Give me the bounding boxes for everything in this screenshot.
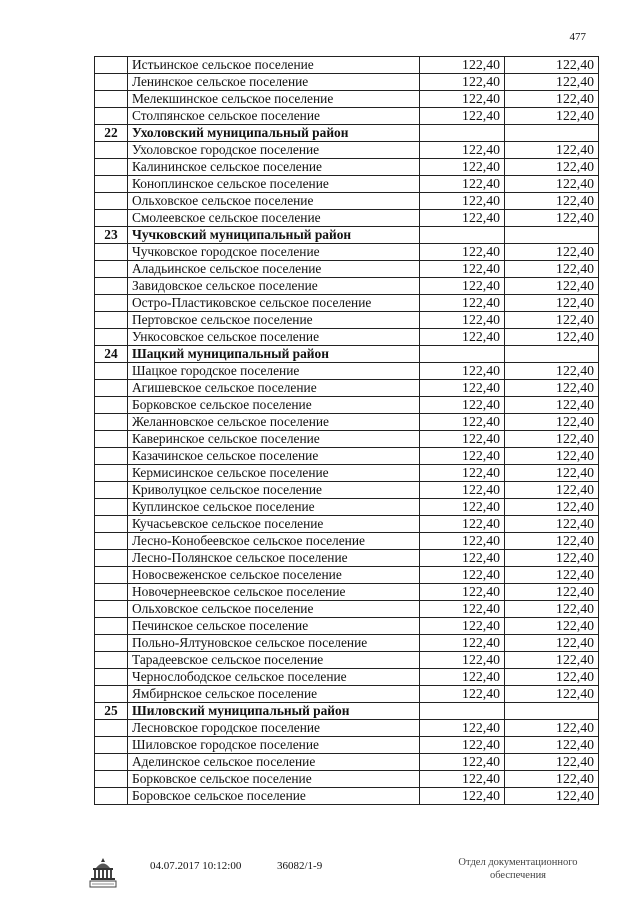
value-cell-1: 122,40 (420, 312, 505, 329)
value-cell-2 (505, 703, 599, 720)
settlement-row (95, 567, 599, 584)
settlement-name-cell: Остро-Пластиковское сельское поселение (128, 295, 420, 312)
settlement-name-cell: Ольховское сельское поселение (128, 601, 420, 618)
value-cell-2: 122,40 (505, 567, 599, 584)
value-cell-2: 122,40 (505, 57, 599, 74)
settlement-name-cell: Новочернеевское сельское поселение (128, 584, 420, 601)
value-cell-2: 122,40 (505, 210, 599, 227)
value-cell-2: 122,40 (505, 108, 599, 125)
value-cell-1: 122,40 (420, 108, 505, 125)
settlement-row (95, 465, 599, 482)
value-cell-1: 122,40 (420, 363, 505, 380)
value-cell-2: 122,40 (505, 159, 599, 176)
value-cell-1: 122,40 (420, 499, 505, 516)
row-number-cell: 23 (95, 227, 128, 244)
settlement-row (95, 244, 599, 261)
settlement-row (95, 601, 599, 618)
value-cell-1: 122,40 (420, 278, 505, 295)
value-cell-2: 122,40 (505, 193, 599, 210)
settlement-row (95, 635, 599, 652)
value-cell-2: 122,40 (505, 652, 599, 669)
row-number-cell (95, 108, 128, 125)
row-number-cell (95, 397, 128, 414)
value-cell-2: 122,40 (505, 431, 599, 448)
row-number-cell (95, 652, 128, 669)
settlement-name-cell: Лесновское городское поселение (128, 720, 420, 737)
footer-doc-number: 36082/1-9 (277, 860, 323, 872)
value-cell-1: 122,40 (420, 686, 505, 703)
settlement-row (95, 414, 599, 431)
value-cell-1: 122,40 (420, 482, 505, 499)
value-cell-1: 122,40 (420, 771, 505, 788)
row-number-cell: 25 (95, 703, 128, 720)
value-cell-1: 122,40 (420, 601, 505, 618)
settlement-row (95, 533, 599, 550)
value-cell-2: 122,40 (505, 295, 599, 312)
value-cell-2: 122,40 (505, 261, 599, 278)
value-cell-1: 122,40 (420, 193, 505, 210)
settlement-row (95, 652, 599, 669)
settlement-row (95, 788, 599, 805)
value-cell-1: 122,40 (420, 567, 505, 584)
settlements-table-body (95, 57, 599, 805)
department-stamp (448, 856, 588, 882)
settlement-name-cell: Каверинское сельское поселение (128, 431, 420, 448)
value-cell-1: 122,40 (420, 176, 505, 193)
row-number-cell (95, 295, 128, 312)
row-number-cell (95, 142, 128, 159)
settlement-row (95, 278, 599, 295)
settlement-row (95, 720, 599, 737)
row-number-cell (95, 771, 128, 788)
value-cell-2: 122,40 (505, 176, 599, 193)
row-number-cell (95, 516, 128, 533)
settlement-row (95, 261, 599, 278)
district-row (95, 703, 599, 720)
row-number-cell (95, 737, 128, 754)
row-number-cell (95, 159, 128, 176)
settlement-name-cell: Истьинское сельское поселение (128, 57, 420, 74)
settlement-row (95, 550, 599, 567)
settlement-name-cell: Шиловское городское поселение (128, 737, 420, 754)
settlement-name-cell: Кучасьевское сельское поселение (128, 516, 420, 533)
value-cell-2: 122,40 (505, 635, 599, 652)
district-name-cell: Шиловский муниципальный район (128, 703, 420, 720)
value-cell-1: 122,40 (420, 91, 505, 108)
value-cell-2: 122,40 (505, 754, 599, 771)
value-cell-1 (420, 703, 505, 720)
settlement-name-cell: Лесно-Конобеевское сельское поселение (128, 533, 420, 550)
settlement-row (95, 193, 599, 210)
row-number-cell (95, 414, 128, 431)
value-cell-1: 122,40 (420, 397, 505, 414)
settlement-name-cell: Кермисинское сельское поселение (128, 465, 420, 482)
value-cell-2: 122,40 (505, 618, 599, 635)
value-cell-2: 122,40 (505, 788, 599, 805)
settlement-row (95, 482, 599, 499)
district-row (95, 125, 599, 142)
value-cell-2: 122,40 (505, 499, 599, 516)
settlement-name-cell: Желанновское сельское поселение (128, 414, 420, 431)
settlement-row (95, 516, 599, 533)
value-cell-1: 122,40 (420, 550, 505, 567)
row-number-cell: 22 (95, 125, 128, 142)
settlement-row (95, 754, 599, 771)
district-row (95, 346, 599, 363)
settlement-row (95, 91, 599, 108)
settlement-row (95, 397, 599, 414)
settlement-row (95, 142, 599, 159)
row-number-cell (95, 584, 128, 601)
settlement-name-cell: Коноплинское сельское поселение (128, 176, 420, 193)
value-cell-2: 122,40 (505, 448, 599, 465)
page-footer (0, 856, 640, 896)
value-cell-2: 122,40 (505, 601, 599, 618)
value-cell-2: 122,40 (505, 584, 599, 601)
settlement-name-cell: Лесно-Полянское сельское поселение (128, 550, 420, 567)
row-number-cell (95, 176, 128, 193)
page-number: 477 (569, 31, 586, 43)
settlement-name-cell: Шацкое городское поселение (128, 363, 420, 380)
value-cell-1: 122,40 (420, 788, 505, 805)
district-name-cell: Ухоловский муниципальный район (128, 125, 420, 142)
value-cell-1 (420, 227, 505, 244)
value-cell-1 (420, 346, 505, 363)
value-cell-1: 122,40 (420, 244, 505, 261)
row-number-cell (95, 635, 128, 652)
value-cell-1: 122,40 (420, 295, 505, 312)
settlement-name-cell: Пертовское сельское поселение (128, 312, 420, 329)
settlement-name-cell: Агишевское сельское поселение (128, 380, 420, 397)
settlement-row (95, 431, 599, 448)
settlement-name-cell: Новосвеженское сельское поселение (128, 567, 420, 584)
value-cell-2: 122,40 (505, 312, 599, 329)
settlement-row (95, 57, 599, 74)
value-cell-2: 122,40 (505, 465, 599, 482)
settlement-row (95, 448, 599, 465)
row-number-cell (95, 91, 128, 108)
settlement-row (95, 176, 599, 193)
settlement-row (95, 686, 599, 703)
settlement-name-cell: Борковское сельское поселение (128, 397, 420, 414)
settlement-row (95, 584, 599, 601)
row-number-cell (95, 601, 128, 618)
value-cell-1: 122,40 (420, 533, 505, 550)
district-row (95, 227, 599, 244)
row-number-cell (95, 363, 128, 380)
row-number-cell (95, 533, 128, 550)
value-cell-1: 122,40 (420, 516, 505, 533)
value-cell-2: 122,40 (505, 414, 599, 431)
settlement-name-cell: Печинское сельское поселение (128, 618, 420, 635)
value-cell-2: 122,40 (505, 142, 599, 159)
row-number-cell (95, 74, 128, 91)
value-cell-2: 122,40 (505, 329, 599, 346)
value-cell-2: 122,40 (505, 516, 599, 533)
row-number-cell (95, 57, 128, 74)
row-number-cell (95, 788, 128, 805)
department-stamp-line2: обеспечения (489, 870, 547, 881)
row-number-cell (95, 686, 128, 703)
settlement-name-cell: Ухоловское городское поселение (128, 142, 420, 159)
row-number-cell (95, 278, 128, 295)
settlement-name-cell: Аделинское сельское поселение (128, 754, 420, 771)
settlement-name-cell: Ольховское сельское поселение (128, 193, 420, 210)
settlement-name-cell: Аладьинское сельское поселение (128, 261, 420, 278)
row-number-cell (95, 499, 128, 516)
value-cell-1: 122,40 (420, 669, 505, 686)
row-number-cell (95, 618, 128, 635)
row-number-cell (95, 329, 128, 346)
settlement-name-cell: Куплинское сельское поселение (128, 499, 420, 516)
settlement-name-cell: Тарадеевское сельское поселение (128, 652, 420, 669)
settlement-row (95, 499, 599, 516)
value-cell-1: 122,40 (420, 652, 505, 669)
settlement-row (95, 329, 599, 346)
value-cell-1: 122,40 (420, 618, 505, 635)
value-cell-1: 122,40 (420, 142, 505, 159)
value-cell-2: 122,40 (505, 737, 599, 754)
value-cell-1: 122,40 (420, 465, 505, 482)
settlement-name-cell: Калининское сельское поселение (128, 159, 420, 176)
value-cell-2 (505, 125, 599, 142)
settlement-name-cell: Криволуцкое сельское поселение (128, 482, 420, 499)
settlement-row (95, 363, 599, 380)
row-number-cell (95, 754, 128, 771)
settlement-row (95, 108, 599, 125)
settlement-row (95, 295, 599, 312)
settlement-row (95, 210, 599, 227)
row-number-cell (95, 567, 128, 584)
value-cell-2 (505, 227, 599, 244)
value-cell-2: 122,40 (505, 720, 599, 737)
value-cell-2: 122,40 (505, 278, 599, 295)
row-number-cell (95, 669, 128, 686)
settlement-name-cell: Ленинское сельское поселение (128, 74, 420, 91)
value-cell-2: 122,40 (505, 533, 599, 550)
value-cell-2: 122,40 (505, 771, 599, 788)
value-cell-1: 122,40 (420, 261, 505, 278)
district-name-cell: Шацкий муниципальный район (128, 346, 420, 363)
district-name-cell: Чучковский муниципальный район (128, 227, 420, 244)
settlement-name-cell: Казачинское сельское поселение (128, 448, 420, 465)
value-cell-2: 122,40 (505, 669, 599, 686)
settlement-row (95, 312, 599, 329)
value-cell-1: 122,40 (420, 210, 505, 227)
row-number-cell (95, 312, 128, 329)
settlement-name-cell: Боровское сельское поселение (128, 788, 420, 805)
row-number-cell (95, 482, 128, 499)
row-number-cell (95, 431, 128, 448)
settlement-name-cell: Мелекшинское сельское поселение (128, 91, 420, 108)
settlement-row (95, 74, 599, 91)
value-cell-1: 122,40 (420, 720, 505, 737)
value-cell-2: 122,40 (505, 686, 599, 703)
value-cell-1: 122,40 (420, 635, 505, 652)
settlement-row (95, 380, 599, 397)
settlement-row (95, 737, 599, 754)
value-cell-1: 122,40 (420, 74, 505, 91)
value-cell-1 (420, 125, 505, 142)
row-number-cell (95, 465, 128, 482)
settlement-name-cell: Смолеевское сельское поселение (128, 210, 420, 227)
settlement-row (95, 771, 599, 788)
settlement-name-cell: Чернослободское сельское поселение (128, 669, 420, 686)
value-cell-1: 122,40 (420, 159, 505, 176)
value-cell-2: 122,40 (505, 363, 599, 380)
value-cell-2: 122,40 (505, 91, 599, 108)
row-number-cell (95, 448, 128, 465)
row-number-cell (95, 193, 128, 210)
settlement-row (95, 618, 599, 635)
value-cell-2: 122,40 (505, 550, 599, 567)
settlement-name-cell: Ункосовское сельское поселение (128, 329, 420, 346)
row-number-cell (95, 210, 128, 227)
settlement-name-cell: Столпянское сельское поселение (128, 108, 420, 125)
settlement-name-cell: Польно-Ялтуновское сельское поселение (128, 635, 420, 652)
settlement-name-cell: Завидовское сельское поселение (128, 278, 420, 295)
row-number-cell: 24 (95, 346, 128, 363)
value-cell-1: 122,40 (420, 584, 505, 601)
footer-date: 04.07.2017 10:12:00 (150, 860, 242, 872)
value-cell-1: 122,40 (420, 380, 505, 397)
row-number-cell (95, 550, 128, 567)
row-number-cell (95, 244, 128, 261)
value-cell-2: 122,40 (505, 244, 599, 261)
value-cell-2: 122,40 (505, 74, 599, 91)
settlement-name-cell: Чучковское городское поселение (128, 244, 420, 261)
value-cell-2: 122,40 (505, 380, 599, 397)
settlement-row (95, 669, 599, 686)
value-cell-1: 122,40 (420, 431, 505, 448)
duma-building-logo-icon (86, 856, 120, 890)
settlements-table (94, 56, 599, 805)
value-cell-1: 122,40 (420, 414, 505, 431)
value-cell-1: 122,40 (420, 754, 505, 771)
row-number-cell (95, 261, 128, 278)
value-cell-1: 122,40 (420, 329, 505, 346)
value-cell-2 (505, 346, 599, 363)
settlement-name-cell: Борковское сельское поселение (128, 771, 420, 788)
value-cell-1: 122,40 (420, 448, 505, 465)
value-cell-2: 122,40 (505, 482, 599, 499)
department-stamp-line1: Отдел документационного (458, 857, 578, 868)
settlement-row (95, 159, 599, 176)
row-number-cell (95, 720, 128, 737)
value-cell-1: 122,40 (420, 737, 505, 754)
value-cell-1: 122,40 (420, 57, 505, 74)
value-cell-2: 122,40 (505, 397, 599, 414)
settlement-name-cell: Ямбирнское сельское поселение (128, 686, 420, 703)
row-number-cell (95, 380, 128, 397)
